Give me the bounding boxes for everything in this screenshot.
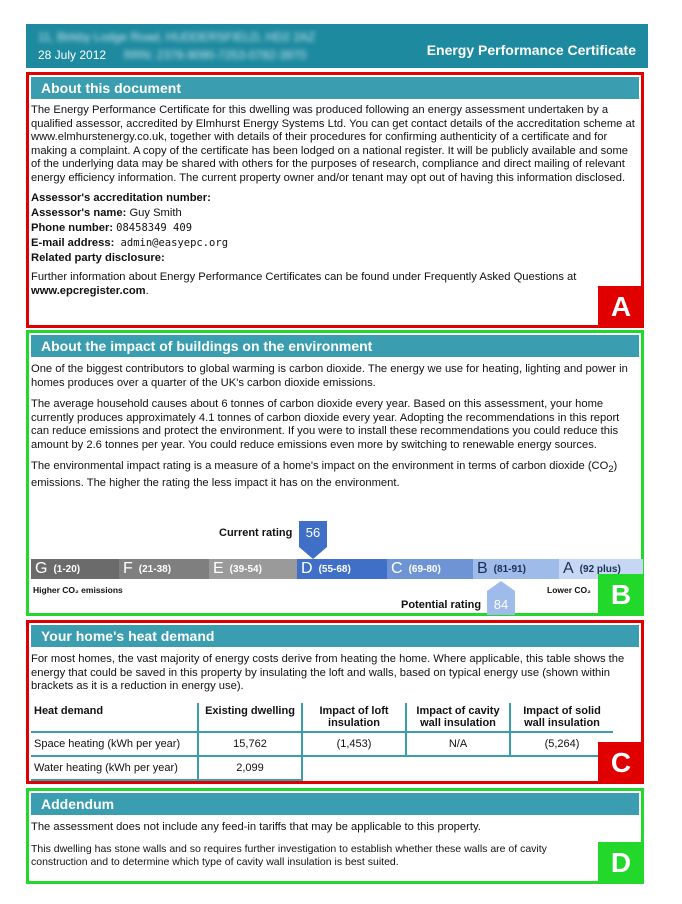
section-tag-b: B [598, 574, 644, 616]
section-heading: About this document [31, 77, 639, 99]
impact-paragraph-1: One of the biggest contributors to global warming is carbon dioxide. The energy we use for heating, lighting and power in homes produces over a quarter of the UK's carbon dioxide emissions. [31, 363, 628, 389]
potential-rating-value: 84 [493, 597, 509, 612]
band-letter: F [123, 560, 133, 577]
related-party-label: Related party disclosure: [31, 252, 165, 264]
band-letter: C [391, 560, 403, 577]
band-range: (39-54) [229, 563, 262, 575]
band-range: (1-20) [53, 563, 81, 575]
rating-band-c [387, 559, 473, 579]
table-cell: 15,762 [198, 732, 302, 756]
potential-rating-marker [487, 581, 515, 615]
section-heat-demand [26, 620, 644, 784]
current-rating-label: Current rating [219, 527, 293, 539]
band-letter: B [477, 560, 488, 577]
rrn-number: RRN: 2378-9090-7253-0782-3970 [124, 48, 307, 62]
heat-demand-table [31, 703, 613, 781]
impact-paragraph-3-text-end: ) emissions. The higher the rating the less impact it has on the environment. [31, 460, 618, 489]
impact-paragraph-3-text: The environmental impact rating is a measure of a home's impact on the environment in terms of carbon dioxide (CO [31, 460, 609, 472]
band-letter: A [563, 560, 574, 577]
section-tag-c: C [598, 742, 644, 784]
section-heading: Your home's heat demand [31, 625, 639, 647]
table-row [31, 732, 613, 756]
column-header: Heat demand [31, 703, 198, 732]
accreditation-label: Assessor's accreditation number: [31, 192, 211, 204]
current-rating-value: 56 [305, 525, 321, 540]
rating-scale [31, 559, 643, 579]
column-header: Existing dwelling [198, 703, 302, 732]
higher-emissions-label: Higher CO₂ emissions [33, 585, 123, 595]
lower-emissions-label: Lower CO₂ [547, 585, 591, 595]
phone-value: 08458349 409 [116, 222, 193, 234]
certificate-title: Energy Performance Certificate [426, 42, 636, 58]
email-value: admin@easyepc.org [120, 237, 229, 249]
table-cell: Space heating (kWh per year) [31, 732, 198, 756]
band-range: (81-91) [493, 563, 526, 575]
property-address: 11, Birkby Lodge Road, HUDDERSFIELD, HD2 2AZ [38, 30, 316, 44]
email-label: E-mail address: [31, 237, 115, 249]
column-header: Impact of loft insulation [302, 703, 406, 732]
rating-band-d [297, 559, 387, 579]
table-cell: (1,453) [302, 732, 406, 756]
band-range: (69-80) [408, 563, 441, 575]
table-cell: 2,099 [198, 756, 302, 780]
table-cell [406, 756, 510, 780]
impact-paragraph-3 [31, 460, 639, 490]
certificate-header [26, 24, 648, 68]
table-cell: (5,264) [510, 732, 613, 756]
further-info-text: Further information about Energy Performance Certificates can be found under Frequently Asked Questions at [31, 271, 577, 283]
section-heading: About the impact of buildings on the environment [31, 335, 639, 357]
co2-subscript: 2 [608, 464, 614, 475]
column-header: Impact of cavity wall insulation [406, 703, 510, 732]
band-letter: D [301, 560, 313, 577]
impact-paragraph-2: The average household causes about 6 tonnes of carbon dioxide every year. Based on this assessment, your home currently produces approximately 4.1 tonnes of carbon dioxide every year. Adopting the recommendations in this report can reduce emissions and protect the environment. If you were to install these recommendations you could reduce this amount by 2.6 tonnes per year. You could reduce emissions even more by switching to renewable energy sources. [31, 398, 620, 451]
heat-intro: For most homes, the vast majority of energy costs derive from heating the home. Where applicable, this table shows the energy that could be saved in this property by insulating the loft and walls, based on typical energy use (shown within brackets as it is a reduction in energy use). [31, 653, 625, 692]
epc-register-link[interactable]: www.epcregister.com [31, 284, 146, 297]
table-row [31, 756, 613, 780]
band-range: (92 plus) [579, 563, 621, 575]
table-cell [302, 756, 406, 780]
section-heading: Addendum [31, 793, 639, 815]
section-tag-a: A [598, 286, 644, 328]
phone-label: Phone number: [31, 222, 114, 234]
band-letter: G [35, 560, 48, 577]
band-range: (21-38) [138, 563, 172, 575]
about-body: The Energy Performance Certificate for this dwelling was produced following an energy assessment undertaken by a qualified assessor, accredited by Elmhurst Energy Systems Ltd. You can get contact details of the accreditation scheme at www.elmhurstenergy.co.uk, together with details of their procedures for confirming authenticity of a certificate and for making a complaint. A copy of the certificate has been lodged on a national register. It will be publicly available and some of the underlying data may be shared with others for the purposes of research, compliance and direct mailing of relevant energy efficiency information. The current property owner and/or tenant may opt out of having this information disclosed. [31, 104, 635, 184]
addendum-paragraph-1: The assessment does not include any feed-in tariffs that may be applicable to this property. [31, 821, 481, 833]
section-environment-impact [26, 330, 644, 616]
table-cell: N/A [406, 732, 510, 756]
assessor-name: Guy Smith [129, 207, 182, 219]
band-range: (55-68) [318, 563, 351, 575]
rating-band-e [209, 559, 297, 579]
further-info: Further information about Energy Performance Certificates can be found under Frequently Asked Questions at www.epcregister.com. [31, 271, 577, 297]
addendum-paragraph-2: This dwelling has stone walls and so requires further investigation to establish whether these walls are of cavity construction and to determine which type of cavity wall insulation is best suited. [31, 842, 547, 868]
assessor-details [31, 191, 639, 266]
rating-band-b [473, 559, 559, 579]
column-header: Impact of solid wall insulation [510, 703, 613, 732]
potential-rating-label: Potential rating [401, 599, 482, 611]
table-cell: Water heating (kWh per year) [31, 756, 198, 780]
assessor-name-label: Assessor's name: [31, 207, 127, 219]
certificate-date: 28 July 2012 [38, 48, 107, 62]
current-rating-marker [299, 521, 327, 559]
band-letter: E [213, 560, 224, 577]
rating-band-g [31, 559, 119, 579]
section-tag-d: D [598, 842, 644, 884]
section-about-document [26, 72, 644, 328]
section-addendum [26, 788, 644, 884]
rating-band-f [119, 559, 209, 579]
